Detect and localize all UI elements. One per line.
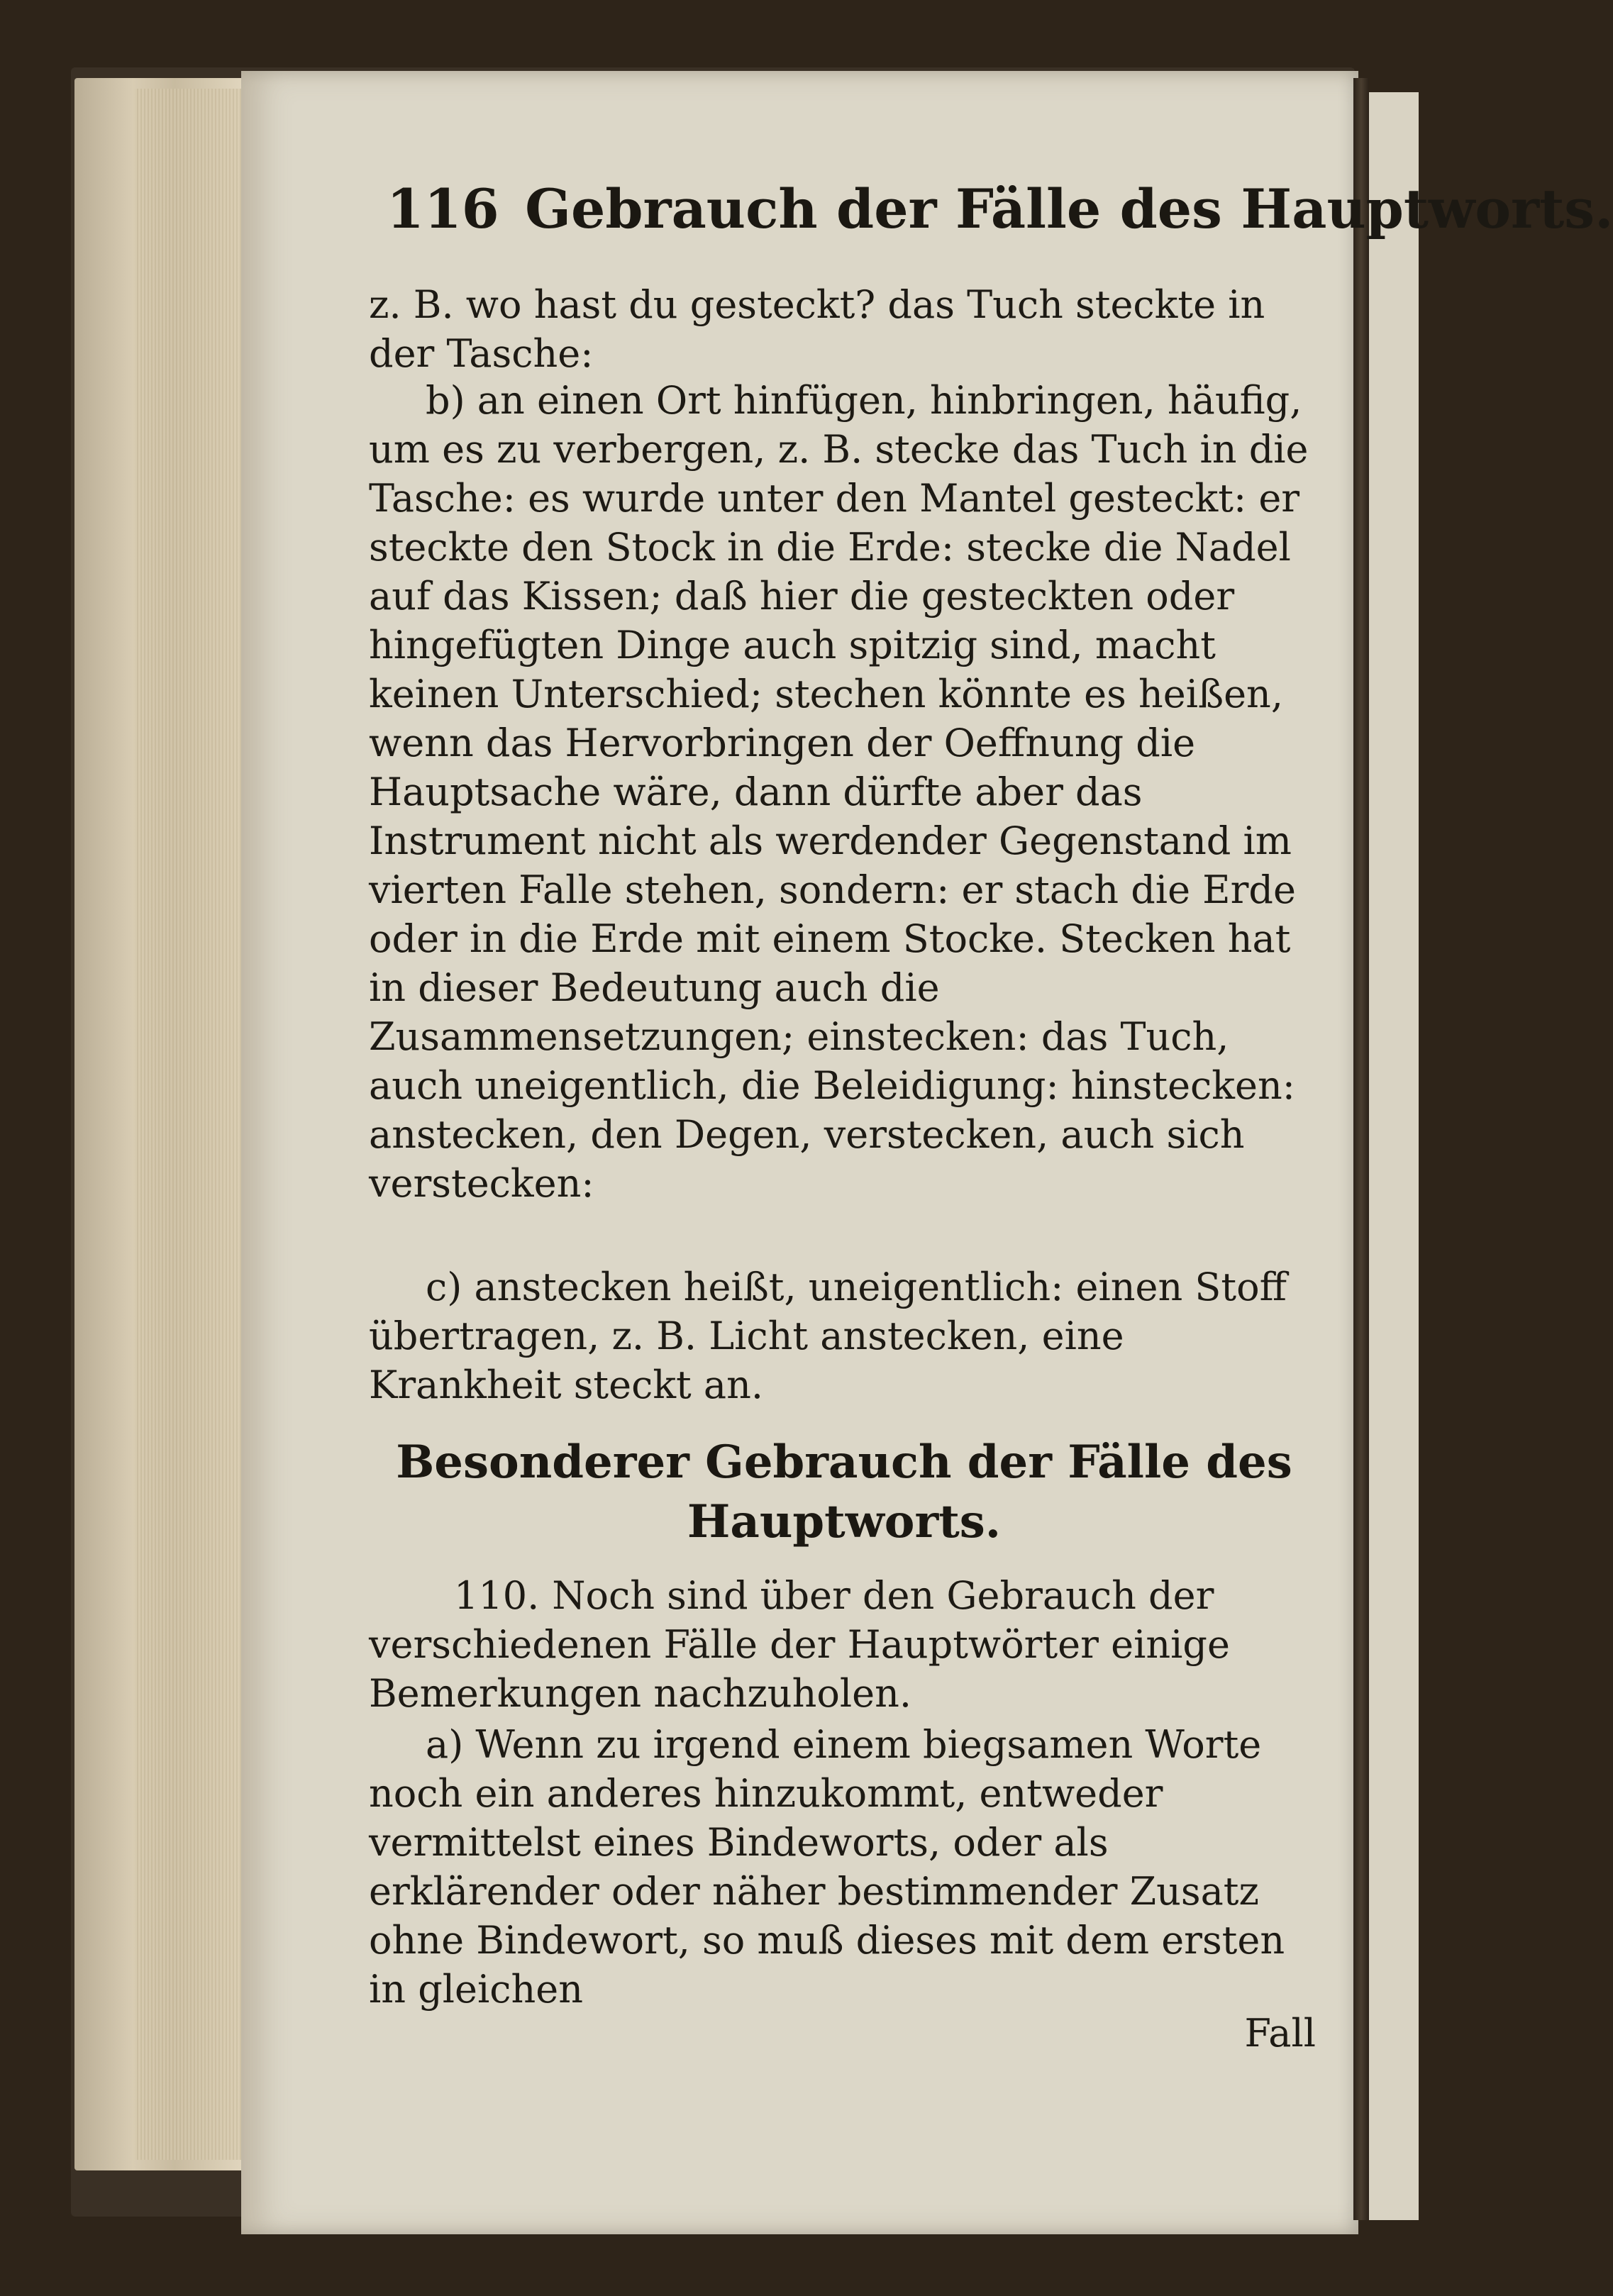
catchword: Fall xyxy=(1244,2011,1316,2056)
page-gutter xyxy=(1353,78,1369,2220)
page-edges-texture xyxy=(135,89,241,2160)
running-title: Gebrauch der Fälle des Hauptworts. xyxy=(525,177,1613,240)
section-heading: Besonderer Gebrauch der Fälle des Hauptworts. xyxy=(396,1436,1292,1548)
running-header xyxy=(387,177,1613,240)
section-110-text: Noch sind über den Gebrauch der verschiedenen Fälle der Hauptwörter einige Bemerkungen nachzuholen. xyxy=(369,1573,1230,1716)
paragraph-c: c) anstecken heißt, uneigentlich: einen Stoff übertragen, z. B. Licht anstecken, eine Krankheit steckt an. xyxy=(369,1265,1287,1407)
paragraph-b: b) an einen Ort hinfügen, hinbringen, häufig, um es zu verbergen, z. B. stecke das Tuch in die Tasche: es wurde unter den Mantel gesteckt: er steckte den Stock in die Erde: stecke die Nadel auf das Kissen; daß hier die gesteckten oder hingefügten Dinge auch spitzig sind, macht keinen Unterschied; stechen könnte es heißen, wenn das Hervorbringen der Oeffnung die Hauptsache wäre, dann dürfte aber das Instrument nicht als werdender Gegenstand im vierten Falle stehen, sondern: er stach die Erde oder in die Erde mit einem Stocke. Stecken hat in dieser Bedeutung auch die Zusammensetzungen; einstecken: das Tuch, auch uneigentlich, die Beleidigung: hinstecken: anstecken, den Degen, verstecken, auch sich verstecken: xyxy=(369,378,1309,1206)
paragraph-a: a) Wenn zu irgend einem biegsamen Worte noch ein anderes hinzukommt, entweder vermittelst eines Bindeworts, oder als erklärender oder näher bestimmender Zusatz ohne Bindewort, so muß dieses mit dem ersten in gleichen xyxy=(369,1722,1285,2012)
section-number: 110. xyxy=(454,1573,540,1618)
paragraph-continuation: z. B. wo hast du gesteckt? das Tuch steckte in der Tasche: xyxy=(369,282,1265,376)
page-number: 116 xyxy=(387,177,499,240)
facing-page-edge xyxy=(1369,92,1419,2220)
section-110-intro xyxy=(369,1571,1319,1718)
